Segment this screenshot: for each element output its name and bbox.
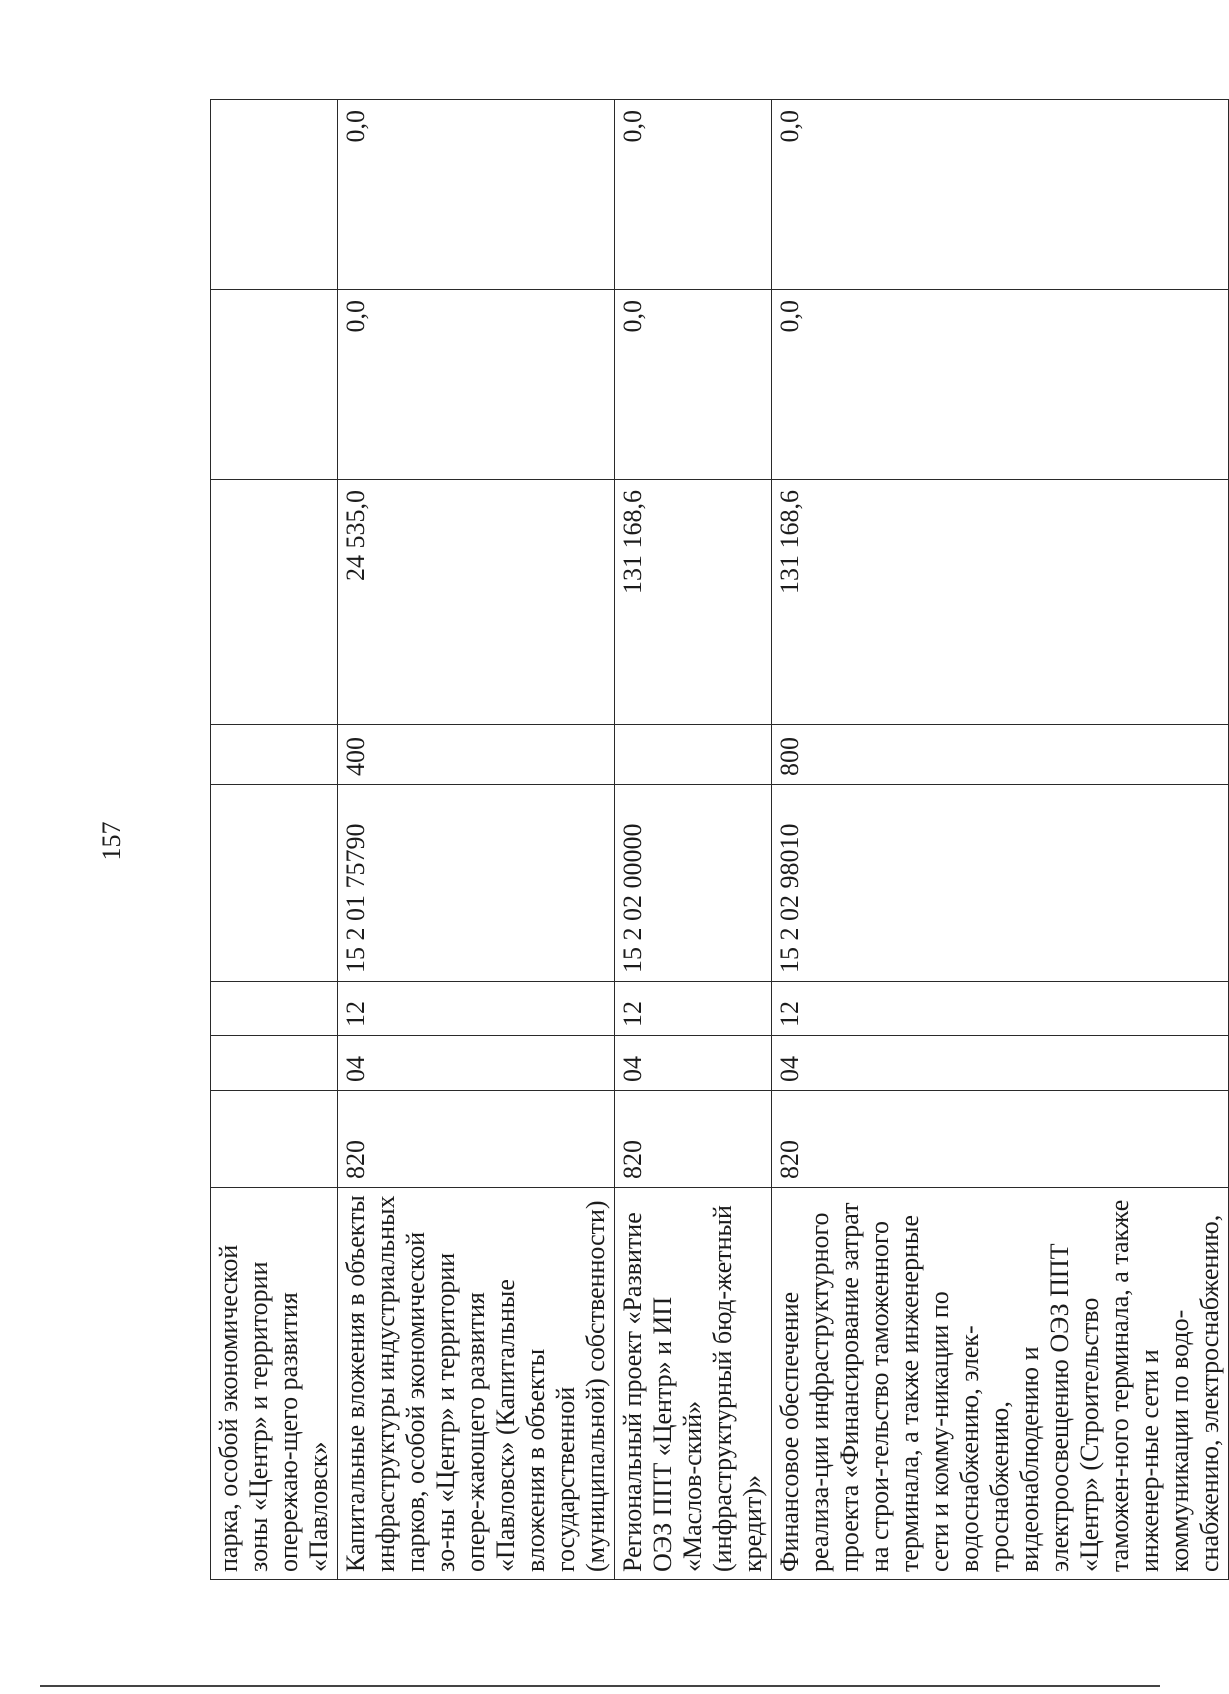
table-row <box>615 100 772 1580</box>
cell-sum-2: 0,0 <box>338 290 615 480</box>
cell-sum-2 <box>211 290 338 480</box>
page-number: 157 <box>97 821 126 861</box>
table-row <box>211 100 338 1580</box>
cell-pr: 12 <box>615 982 772 1036</box>
cell-pr: 12 <box>338 982 615 1036</box>
cell-sum-3 <box>211 100 338 290</box>
cell-rz: 04 <box>772 1036 1229 1091</box>
cell-vr: 400 <box>338 725 615 785</box>
cell-pr <box>211 982 338 1036</box>
cell-grbs: 820 <box>772 1091 1229 1188</box>
cell-rz <box>211 1036 338 1091</box>
cell-sum-2: 0,0 <box>772 290 1229 480</box>
cell-grbs: 820 <box>615 1091 772 1188</box>
cell-vr <box>615 725 772 785</box>
cell-sum-3: 0,0 <box>338 100 615 290</box>
cell-vr: 800 <box>772 725 1229 785</box>
cell-sum-3: 0,0 <box>615 100 772 290</box>
cell-sum-1: 131 168,6 <box>615 480 772 725</box>
rotated-table-container <box>210 100 1224 1580</box>
cell-csr: 15 2 02 00000 <box>615 785 772 982</box>
table-row <box>338 100 615 1580</box>
row-name: Региональный проект «Развитие ОЭЗ ППТ «Центр» и ИП «Маслов-ский» (инфраструктурный бюд-жетный кредит)» <box>615 1188 772 1580</box>
cell-grbs <box>211 1091 338 1188</box>
cell-csr: 15 2 01 75790 <box>338 785 615 982</box>
cell-sum-2: 0,0 <box>615 290 772 480</box>
table-row <box>772 100 1229 1580</box>
cell-grbs: 820 <box>338 1091 615 1188</box>
budget-table <box>210 99 1229 1580</box>
cell-sum-3: 0,0 <box>772 100 1229 290</box>
cell-sum-1 <box>211 480 338 725</box>
cell-pr: 12 <box>772 982 1229 1036</box>
cell-rz: 04 <box>615 1036 772 1091</box>
cell-sum-1: 24 535,0 <box>338 480 615 725</box>
row-name: парка, особой экономической зоны «Центр» и территории опережаю-щего развития «Павловск» <box>211 1188 338 1580</box>
scan-edge-line <box>40 1685 1160 1687</box>
row-name: Финансовое обеспечение реализа-ции инфраструктурного проекта «Финансирование затрат на строи-тельство таможенного терминала, а также инженерные сети и комму-никации по водоснабжению, элек-троснабжению, видеонаблюдению и электроосвещению ОЭЗ ППТ «Центр» (Строительство таможен-ного терминала, а также инженер-ные сети и коммуникации по водо-снабжению, электроснабжению, <box>772 1188 1229 1580</box>
row-name: Капитальные вложения в объекты инфраструктуры индустриальных парков, особой экономической зо-ны «Центр» и территории опере-жающего развития «Павловск» (Капитальные вложения в объекты государственной (муниципальной) собственности) <box>338 1188 615 1580</box>
cell-rz: 04 <box>338 1036 615 1091</box>
cell-sum-1: 131 168,6 <box>772 480 1229 725</box>
cell-csr <box>211 785 338 982</box>
cell-csr: 15 2 02 98010 <box>772 785 1229 982</box>
cell-vr <box>211 725 338 785</box>
